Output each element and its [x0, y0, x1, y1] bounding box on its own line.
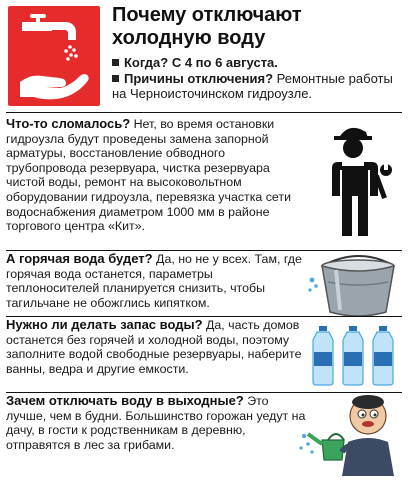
bullet-reasons — [112, 71, 404, 101]
title-line-2: холодную воду — [112, 27, 266, 49]
bullet-square-icon — [112, 59, 119, 66]
gardener-icon — [298, 386, 406, 481]
water-bottles-icon — [310, 326, 406, 391]
bullet-reasons-label: Причины отключения? — [124, 71, 274, 86]
faucet-hand-icon — [8, 6, 100, 106]
question-hot-water: А горячая вода будет? — [6, 251, 153, 266]
bullet-square-icon — [112, 75, 119, 82]
section-weekend — [6, 394, 306, 452]
section-hot-water — [6, 252, 306, 310]
bullet-when-label: Когда? С 4 по 6 августа. — [124, 55, 278, 70]
answer-weekend: Это лучше, чем в будни. Большинство горожан уедут на дачу, в гости к родственникам в деревню, отправятся в лес за грибами. — [6, 394, 306, 452]
page-title — [112, 4, 402, 50]
section-water-supply — [6, 318, 306, 376]
question-broken: Что-то сломалось? — [6, 116, 131, 131]
section-broken — [6, 117, 306, 234]
answer-broken: Нет, во время остановки гидроузла будут проведены замена запорной арматуры, восстановление обводного трубопровода резервуара, чистка резервуара чистой воды, ремонт на высоковольтном оборудовании гидроузла, перевязка участка сети водоснабжения диаметром 1000 мм в районе торгового центра «Кит». — [6, 117, 292, 234]
plumber-icon — [312, 120, 402, 250]
question-water-supply: Нужно ли делать запас воды? — [6, 317, 203, 332]
title-line-1: Почему отключают — [112, 4, 302, 26]
bullet-when — [112, 55, 404, 70]
bullet-reasons-text: Ремонтные работы на Черноисточинском гидроузле. — [112, 71, 393, 101]
divider — [6, 112, 402, 113]
bucket-icon — [306, 252, 404, 325]
answer-water-supply: Да, часть домов останется без горячей и холодной воды, поэтому заполните водой свободные резервуары, наберите ванны, ведра и другие емкости. — [6, 318, 302, 376]
question-weekend: Зачем отключать воду в выходные? — [6, 393, 244, 408]
answer-hot-water: Да, но не у всех. Там, где горячая вода останется, параметры теплоносителей планируется снизить, чтобы тагильчане не обожглись кипятком. — [6, 252, 302, 310]
